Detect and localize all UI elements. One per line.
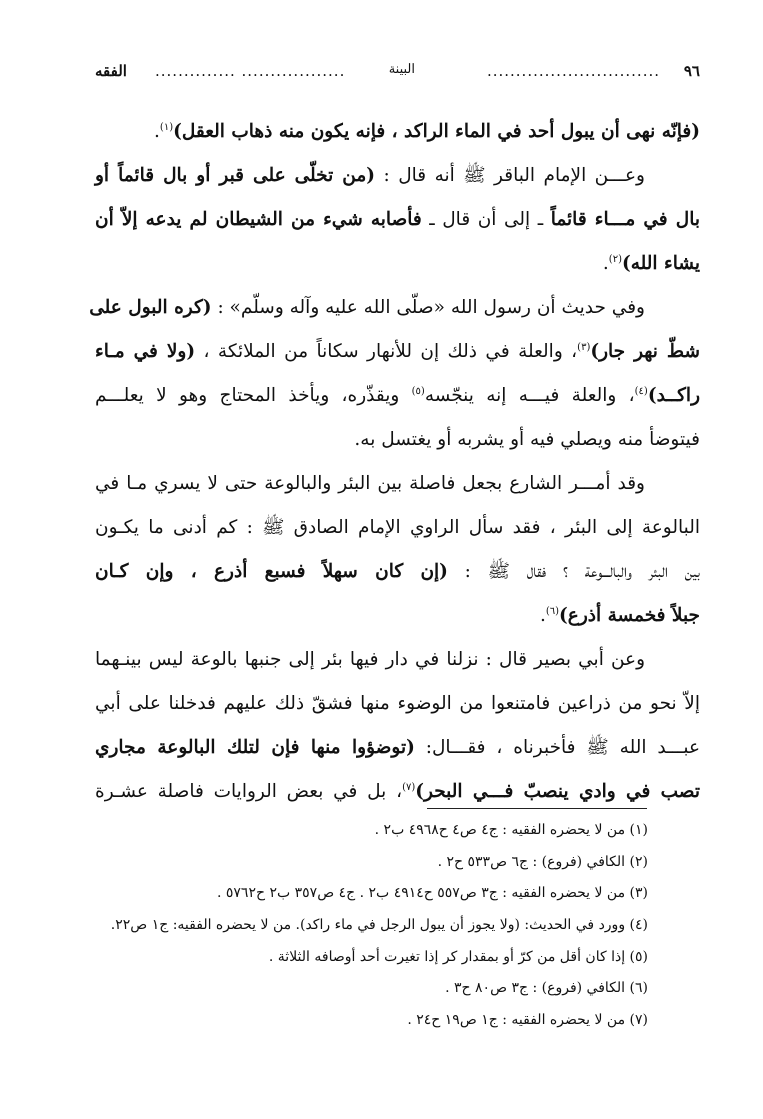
quoted-hadith-text: شطّ نهر جار) [590,341,700,362]
footnote: (١) من لا يحضره الفقيه : ج٤ ص٤ ح٤٩٦٨ ب٢ . [374,822,648,838]
footnote: (٤) وورد في الحديث: (ولا يجوز أن يبول الرجل في ماء راكد). من لا يحضره الفقيه: ج١ ص٢٢. [110,917,648,934]
text-line [95,110,700,154]
body-text: ، والعلة فيـــه إنه ينجّسه [424,385,635,406]
text-line [95,726,700,770]
body-text: البالوعة إلى البئر ، فقد سأل الراوي الإمام الصادق ﷺ : كم أدنى ما يكـون [95,517,700,538]
quoted-hadith-text: (إن كان سهلاً فسبع أذرع ، وإن كـان [95,561,448,582]
quoted-hadith-text: يشاء الله) [621,253,700,274]
body-text: . [154,121,160,142]
quoted-hadith-text: (ولا في مـاء [95,341,196,362]
text-line [95,242,700,286]
running-header [95,62,700,86]
text-line [95,374,700,418]
footnote-ref: (٤) [634,385,648,397]
body-text: . [602,253,609,274]
footnote-divider [427,808,647,809]
text-line [95,154,700,198]
body-text: ويقذّره، ويأخذ المحتاج وهو لا يعلـــم [95,385,412,406]
body-text: إلاّ نحو من ذراعين فامتنعوا من الوضوء منها فشقّ ذلك عليهم فدخلنا على أبي [95,693,700,714]
body-text: ـ إلى أن قال ـ [421,209,551,230]
body-text: بين البئر والبالـــوعة ؟ فقال ﷺ : [447,561,700,582]
footnote-ref: (١) [159,121,174,133]
footnote-ref: (٧) [402,781,416,793]
text-line [95,638,700,682]
text-line [95,330,700,374]
text-line [95,594,700,638]
text-line [89,286,700,330]
body-text: عبـــد الله ﷺ فأخبرناه ، فقـــال: [414,737,700,758]
footnote: (٧) من لا يحضره الفقيه : ج١ ص١٩ ح٢٤ . [407,1012,648,1029]
text-line [95,198,700,242]
quoted-hadith-text: (من تخلّى على قبر أو بال قائماً أو [95,165,376,186]
body-text: وعن أبي بصير قال : نزلنا في دار فيها بئر إلى جنبها بالوعة ليس بينـهما [95,649,645,670]
quoted-hadith-text: بال في مـــاء قائماً [550,209,700,230]
page-number: ٩٦ [683,62,700,80]
footnote-ref: (٢) [608,253,622,265]
body-text: ، والعلة في ذلك إن للأنهار سكاناً من الملائكة ، [195,341,578,362]
footnote-ref: (٥) [411,385,425,397]
main-text [89,110,700,814]
footnote-ref: (٦) [545,605,560,617]
quoted-hadith-text: فأصابه شيء من الشيطان لم يدعه إلاّ أن [95,209,422,230]
quoted-hadith-text: (كره البول على [89,297,212,318]
quoted-hadith-text: جبلاً فخمسة أذرع) [559,605,700,626]
quoted-hadith-text: (توضؤوا منها فإن لتلك البالوعة مجاري [95,737,415,758]
section-title: الفقه [95,62,127,80]
quoted-hadith-text: (فإنّه نهى أن يبول أحد في الماء الراكد ، فإنه يكون منه ذهاب العقل) [173,121,700,142]
body-text: . [539,605,546,626]
text-line [95,550,700,594]
footnote: (٦) الكافي (فروع) : ج٣ ص٨٠ ح٣ . [445,980,648,997]
body-text: وقد أمـــر الشارع بجعل فاصلة بين البئر والبالوعة حتى لا يسري مـا في [95,473,645,494]
footnote: (٢) الكافي (فروع) : ج٦ ص٥٣٣ ح٢ . [437,853,648,870]
book-title: البينة [388,62,415,77]
body-text: ، بل في بعض الروايات فاصلة عشـرة [95,781,403,802]
body-text: فيتوضأ منه ويصلي فيه أو يشربه أو يغتسل به. [354,429,700,450]
text-line [95,682,700,726]
footnote-ref: (٣) [577,341,591,353]
quoted-hadith-text: تصب في وادي ينصبّ فـــي البحر) [415,781,700,802]
text-line [95,418,700,462]
footnote: (٥) إذا كان أقل من كرّ أو بمقدار كر إذا تغيرت أحد أوصافه الثلاثة . [268,948,648,965]
quoted-hadith-text: راكــد) [647,385,700,406]
footnote: (٣) من لا يحضره الفقيه : ج٣ ص٥٥٧ ح٤٩١٤ ب٢ . ج٤ ص٣٥٧ ب٢ ح٥٧٦٢ . [216,885,648,902]
text-line [95,462,700,506]
header-dots-right: .............................. [486,62,660,80]
text-line [95,506,700,550]
body-text: وعـــن الإمام الباقر ﷺ أنه قال : [375,165,645,186]
header-dots-left: .................. .............. [155,62,346,80]
footnotes [111,815,648,1037]
body-text: وفي حديث أن رسول الله «صلّى الله عليه وآله وسلّم» : [211,297,645,318]
